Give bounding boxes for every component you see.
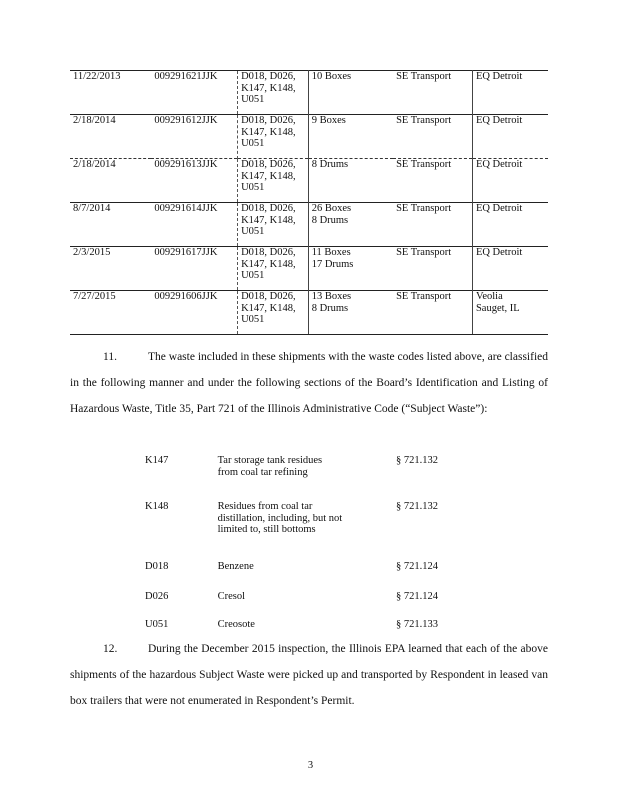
- shipment-row: [70, 203, 548, 247]
- classification-row: [145, 455, 465, 501]
- paragraph-12: [70, 636, 548, 714]
- shipment-waste-codes: D018, D026, K147, K148, U051: [238, 247, 309, 291]
- regulation-section: § 721.132: [395, 501, 438, 512]
- shipment-manifest: 009291613JJK: [151, 159, 237, 203]
- classification-row: [145, 501, 465, 561]
- shipment-quantity: 10 Boxes: [308, 71, 393, 115]
- shipment-destination: Veolia Sauget, IL: [472, 291, 548, 335]
- classification-row: [145, 591, 465, 619]
- shipment-row: [70, 247, 548, 291]
- shipment-manifest: 009291614JJK: [151, 203, 237, 247]
- shipment-row: [70, 71, 548, 115]
- shipment-transporter: SE Transport: [393, 291, 472, 335]
- shipment-row: [70, 291, 548, 335]
- shipment-destination: EQ Detroit: [472, 159, 548, 203]
- shipment-waste-codes: D018, D026, K147, K148, U051: [238, 159, 309, 203]
- regulation-section: § 721.124: [395, 561, 438, 572]
- regulation-section: § 721.133: [395, 619, 438, 630]
- waste-description: Cresol: [217, 591, 246, 602]
- waste-code: K147: [145, 455, 169, 466]
- shipment-destination: EQ Detroit: [472, 115, 548, 159]
- shipment-date: 11/22/2013: [70, 71, 151, 115]
- shipment-quantity: 26 Boxes 8 Drums: [308, 203, 393, 247]
- shipment-date: 2/3/2015: [70, 247, 151, 291]
- paragraph-11: [70, 344, 548, 422]
- paragraph-text: The waste included in these shipments with the waste codes listed above, are classified in the following manner and under the following sections of the Board’s Identification and Listing of Hazardous Waste, Title 35, Part 721 of the Illinois Administrative Code (“Subject Waste”):: [70, 351, 548, 415]
- regulation-section: § 721.132: [395, 455, 438, 466]
- waste-description: Creosote: [217, 619, 255, 630]
- shipment-transporter: SE Transport: [393, 247, 472, 291]
- shipment-transporter: SE Transport: [393, 71, 472, 115]
- shipment-transporter: SE Transport: [393, 115, 472, 159]
- waste-description: Benzene: [217, 561, 254, 572]
- shipment-manifest: 009291621JJK: [151, 71, 237, 115]
- shipment-row: [70, 115, 548, 159]
- shipment-transporter: SE Transport: [393, 203, 472, 247]
- waste-description: Residues from coal tar distillation, including, but not limited to, still bottoms: [217, 501, 343, 535]
- shipment-quantity: 13 Boxes 8 Drums: [308, 291, 393, 335]
- waste-code: D026: [145, 591, 169, 602]
- shipment-date: 2/18/2014: [70, 159, 151, 203]
- waste-description: Tar storage tank residues from coal tar refining: [217, 455, 323, 478]
- shipment-date: 2/18/2014: [70, 115, 151, 159]
- paragraph-number: 11.: [103, 351, 117, 363]
- classification-table: [145, 455, 465, 631]
- paragraph-text: During the December 2015 inspection, the Illinois EPA learned that each of the above shipments of the hazardous Subject Waste were picked up and transported by Respondent in leased van box trailers that were not enumerated in Respondent’s Permit.: [70, 643, 548, 707]
- shipment-manifest: 009291617JJK: [151, 247, 237, 291]
- shipment-quantity: 11 Boxes 17 Drums: [308, 247, 393, 291]
- shipment-manifest: 009291612JJK: [151, 115, 237, 159]
- shipment-transporter: SE Transport: [393, 159, 472, 203]
- shipment-waste-codes: D018, D026, K147, K148, U051: [238, 115, 309, 159]
- shipment-date: 7/27/2015: [70, 291, 151, 335]
- shipment-manifest: 009291606JJK: [151, 291, 237, 335]
- waste-code: D018: [145, 561, 169, 572]
- regulation-section: § 721.124: [395, 591, 438, 602]
- shipments-table: [70, 70, 548, 335]
- shipment-row: [70, 159, 548, 203]
- shipment-waste-codes: D018, D026, K147, K148, U051: [238, 71, 309, 115]
- classification-row: [145, 561, 465, 591]
- waste-code: U051: [145, 619, 169, 630]
- shipment-quantity: 8 Drums: [308, 159, 393, 203]
- page-number: 3: [307, 760, 314, 771]
- waste-code: K148: [145, 501, 169, 512]
- paragraph-number: 12.: [103, 643, 118, 655]
- shipment-destination: EQ Detroit: [472, 247, 548, 291]
- shipment-waste-codes: D018, D026, K147, K148, U051: [238, 203, 309, 247]
- shipment-destination: EQ Detroit: [472, 71, 548, 115]
- shipment-destination: EQ Detroit: [472, 203, 548, 247]
- shipment-quantity: 9 Boxes: [308, 115, 393, 159]
- shipment-waste-codes: D018, D026, K147, K148, U051: [238, 291, 309, 335]
- classification-row: [145, 619, 465, 631]
- shipment-date: 8/7/2014: [70, 203, 151, 247]
